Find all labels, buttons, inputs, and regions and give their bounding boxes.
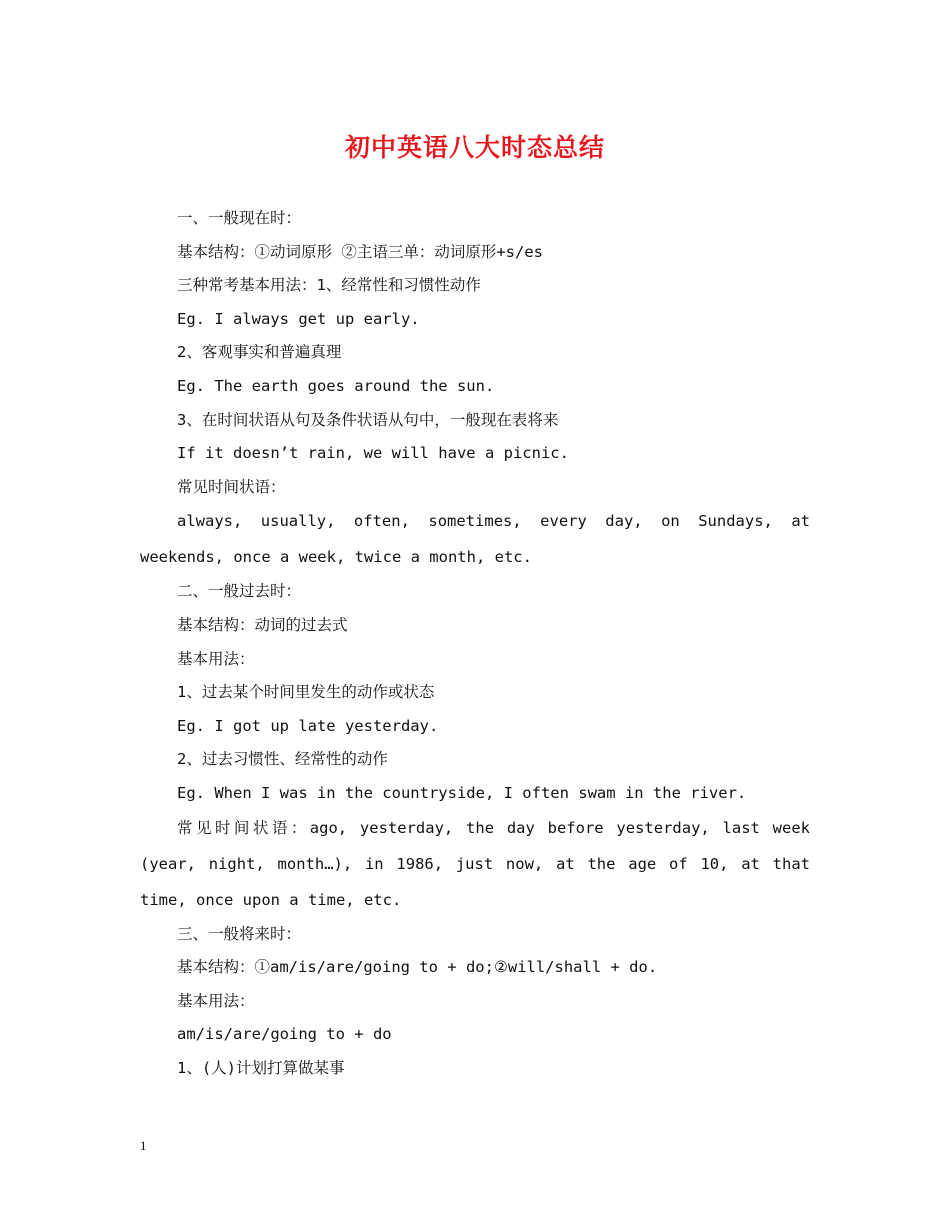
text-line: am/is/are/going to + do bbox=[177, 1025, 392, 1044]
text-line: 1、(人)计划打算做某事 bbox=[177, 1058, 345, 1077]
page-number: 1 bbox=[140, 1138, 147, 1153]
example-line: Eg. I got up late yesterday. bbox=[177, 716, 439, 735]
document-body bbox=[140, 202, 810, 1085]
time-adverbials-paragraph: 常见时间状语：ago, yesterday, the day before yesterday, last week (year, night, month…), in 1986, just now, at the age of 10, at that time, once upon a time, etc. bbox=[140, 818, 810, 909]
text-line: 常见时间状语： bbox=[177, 477, 286, 496]
example-line: Eg. When I was in the countryside, I often swam in the river. bbox=[177, 783, 747, 802]
section-heading-simple-past: 二、一般过去时： bbox=[177, 582, 302, 601]
text-line: 3、在时间状语从句及条件状语从句中，一般现在表将来 bbox=[177, 410, 559, 429]
text-line: 基本结构：①am/is/are/going to + do;②will/shall + do. bbox=[177, 958, 658, 977]
text-line: 基本结构：①动词原形 ②主语三单：动词原形+s/es bbox=[177, 242, 543, 261]
text-line: 2、过去习惯性、经常性的动作 bbox=[177, 750, 388, 769]
example-line: Eg. The earth goes around the sun. bbox=[177, 376, 495, 395]
example-line: If it doesn’t rain, we will have a picnic. bbox=[177, 444, 569, 463]
example-line: Eg. I always get up early. bbox=[177, 309, 420, 328]
text-line: 2、客观事实和普遍真理 bbox=[177, 343, 342, 362]
text-line: 基本结构：动词的过去式 bbox=[177, 615, 348, 634]
text-line: 1、过去某个时间里发生的动作或状态 bbox=[177, 683, 435, 702]
section-heading-simple-future: 三、一般将来时： bbox=[177, 924, 302, 943]
text-line: 基本用法： bbox=[177, 649, 255, 668]
page-title: 初中英语八大时态总结 bbox=[344, 133, 605, 162]
text-line: 三种常考基本用法：1、经常性和习惯性动作 bbox=[177, 276, 481, 295]
section-heading-simple-present: 一、一般现在时： bbox=[177, 209, 302, 227]
text-line: 基本用法： bbox=[177, 991, 255, 1010]
time-adverbials-paragraph: always, usually, often, sometimes, every day, on Sundays, at weekends, once a week, twice a month, etc. bbox=[140, 512, 810, 567]
